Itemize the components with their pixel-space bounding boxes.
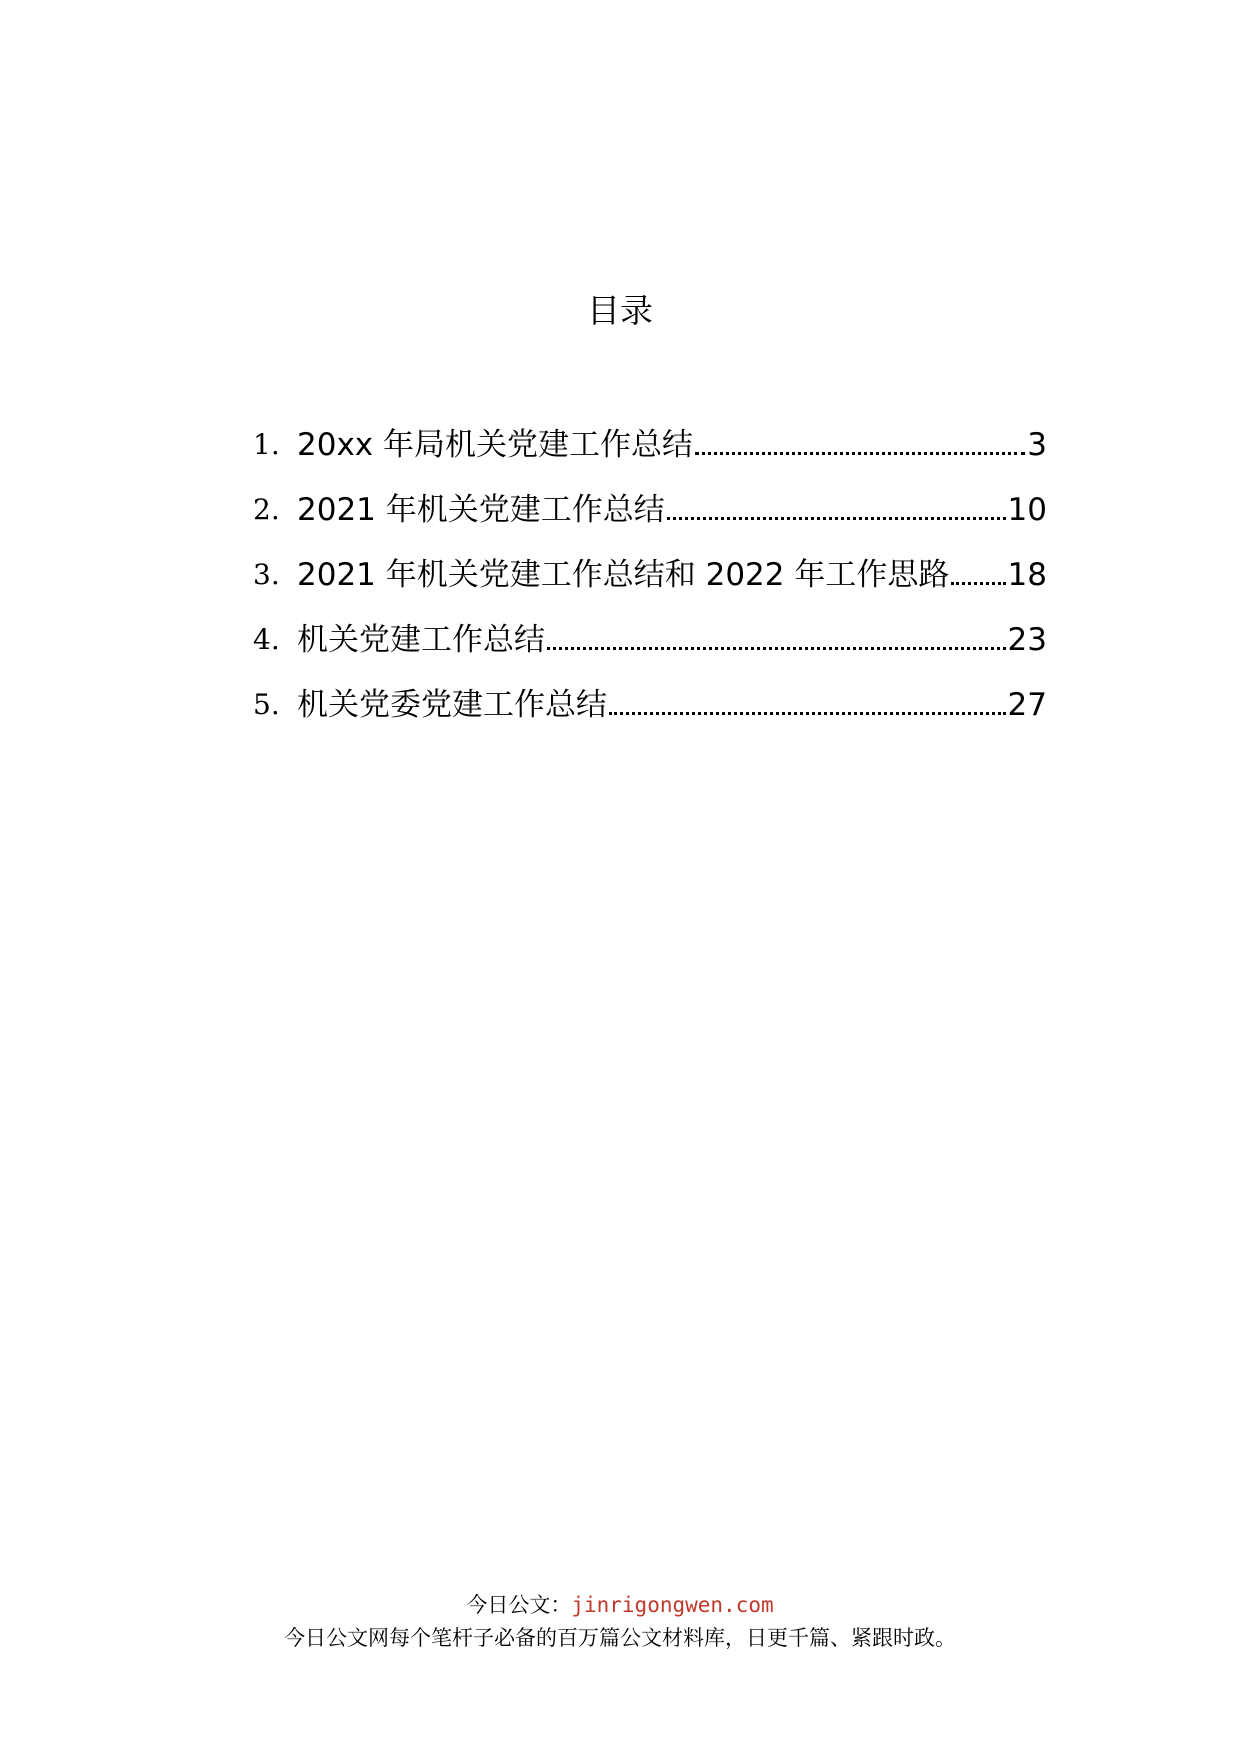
toc-entry-number: 4. — [253, 623, 280, 656]
footer-site-link[interactable]: jinrigongwen.com — [571, 1593, 774, 1617]
toc-dot-leader — [695, 452, 1025, 455]
toc-entry-title: 机关党委党建工作总结 — [297, 687, 607, 723]
footer-tagline: 今日公文网每个笔杆子必备的百万篇公文材料库，日更千篇、紧跟时政。 — [284, 1626, 956, 1650]
toc-entry-number: 5. — [253, 688, 280, 721]
toc-entry-title: 20xx 年局机关党建工作总结 — [297, 427, 693, 463]
toc-dot-leader — [951, 582, 1005, 585]
toc-entry-title: 2021 年机关党建工作总结 — [297, 492, 665, 528]
footer-source-line — [0, 1590, 1240, 1620]
toc-entry-3[interactable] — [253, 552, 1047, 598]
toc-entry-page: 18 — [1007, 557, 1047, 593]
toc-entry-number: 1. — [253, 428, 280, 461]
toc-entry-page: 3 — [1027, 427, 1047, 463]
toc-entry-4[interactable] — [253, 617, 1047, 663]
toc-entry-title: 2021 年机关党建工作总结和 2022 年工作思路 — [297, 557, 950, 593]
toc-entry-title: 机关党建工作总结 — [297, 622, 545, 658]
footer-brand-label: 今日公文： — [466, 1593, 572, 1617]
toc-entry-page: 10 — [1007, 492, 1047, 528]
toc-dot-leader — [547, 647, 1006, 650]
table-of-contents — [253, 422, 1047, 747]
toc-entry-page: 23 — [1007, 622, 1047, 658]
toc-entry-2[interactable] — [253, 487, 1047, 533]
page-title: 目录 — [587, 291, 653, 330]
toc-entry-page: 27 — [1007, 687, 1047, 723]
toc-dot-leader — [609, 712, 1006, 715]
toc-entry-number: 3. — [253, 558, 280, 591]
toc-entry-5[interactable] — [253, 682, 1047, 728]
toc-entry-number: 2. — [253, 493, 280, 526]
toc-entry-1[interactable] — [253, 422, 1047, 468]
toc-dot-leader — [667, 517, 1006, 520]
